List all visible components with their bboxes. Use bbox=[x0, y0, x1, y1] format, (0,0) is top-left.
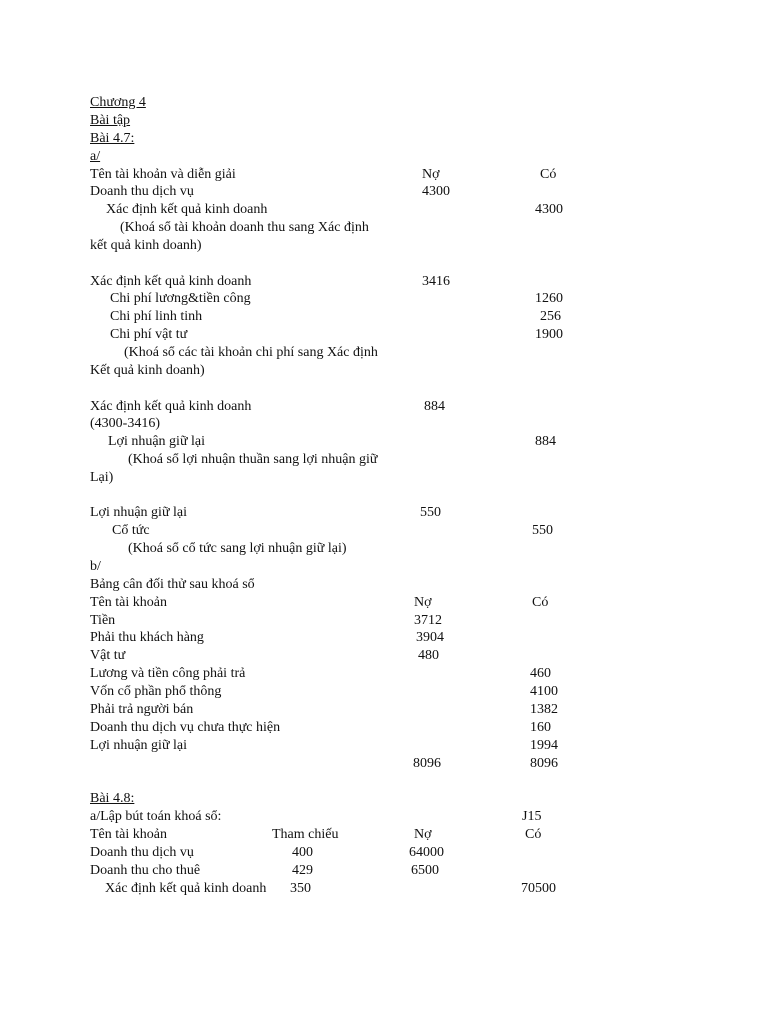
trial-balance-row-debit: 3712 bbox=[414, 613, 442, 628]
ex48-row-ref: 400 bbox=[292, 845, 313, 860]
trial-balance-row-account: Lợi nhuận giữ lại bbox=[90, 738, 188, 753]
trial-balance-row-credit: 460 bbox=[530, 666, 551, 681]
entry4-note: (Khoá sổ cổ tức sang lợi nhuận giữ lại) bbox=[128, 541, 347, 556]
ex48-row-credit: 70500 bbox=[521, 881, 556, 896]
trial-balance-row-account: Phải thu khách hàng bbox=[90, 630, 204, 645]
ex48-row-ref: 350 bbox=[290, 881, 311, 896]
ex48-row-account: Doanh thu cho thuê bbox=[90, 863, 201, 878]
entry3-note-line1: (Khoá sổ lợi nhuận thuần sang lợi nhuận giữ bbox=[128, 452, 378, 467]
ex48-row-debit: 64000 bbox=[409, 845, 444, 860]
trial-balance-row-account: Doanh thu dịch vụ chưa thực hiện bbox=[90, 720, 281, 735]
ex48-part-a-label: a/Lập bút toán khoá sổ: bbox=[90, 809, 222, 824]
entry1-credit-account: Xác định kết quả kinh doanh bbox=[106, 202, 268, 217]
trial-balance-row-credit: 1994 bbox=[530, 738, 558, 753]
trial-balance-col-account: Tên tài khoản bbox=[90, 595, 167, 610]
entry2-note-line1: (Khoá sổ các tài khoản chi phí sang Xác định bbox=[124, 345, 378, 360]
entry1-debit-account: Doanh thu dịch vụ bbox=[90, 184, 194, 199]
journal-col-debit: Nợ bbox=[422, 167, 440, 182]
trial-balance-total-debit: 8096 bbox=[413, 756, 441, 771]
trial-balance-row-credit: 4100 bbox=[530, 684, 558, 699]
entry3-note-line2: Lại) bbox=[90, 470, 114, 485]
entry2-credit1-amount: 1260 bbox=[535, 291, 563, 306]
trial-balance-title: Bảng cân đối thử sau khoá sổ bbox=[90, 577, 255, 592]
part-a-label: a/ bbox=[90, 149, 101, 164]
trial-balance-col-debit: Nợ bbox=[414, 595, 432, 610]
entry4-debit-account: Lợi nhuận giữ lại bbox=[90, 505, 188, 520]
part-b-label: b/ bbox=[90, 559, 101, 574]
journal-col-credit: Có bbox=[540, 167, 557, 182]
trial-balance-row-debit: 3904 bbox=[416, 630, 444, 645]
entry2-debit-amount: 3416 bbox=[422, 274, 450, 289]
entry3-credit-amount: 884 bbox=[535, 434, 556, 449]
exercise-4-7-heading: Bài 4.7: bbox=[90, 131, 135, 146]
entry2-note-line2: Kết quả kinh doanh) bbox=[90, 363, 205, 378]
entry1-debit-amount: 4300 bbox=[422, 184, 450, 199]
trial-balance-row-credit: 1382 bbox=[530, 702, 558, 717]
ex48-col-ref: Tham chiếu bbox=[272, 827, 339, 842]
ex48-row-ref: 429 bbox=[292, 863, 313, 878]
ex48-col-credit: Có bbox=[525, 827, 542, 842]
trial-balance-row-account: Vốn cổ phần phổ thông bbox=[90, 684, 222, 699]
ex48-col-debit: Nợ bbox=[414, 827, 432, 842]
entry2-credit1-account: Chi phí lương&tiền công bbox=[110, 291, 251, 306]
entry3-credit-account: Lợi nhuận giữ lại bbox=[108, 434, 206, 449]
trial-balance-row-account: Phải trả người bán bbox=[90, 702, 194, 717]
trial-balance-col-credit: Có bbox=[532, 595, 549, 610]
entry2-credit2-account: Chi phí linh tinh bbox=[110, 309, 203, 324]
trial-balance-row-account: Vật tư bbox=[90, 648, 126, 663]
journal-col-account: Tên tài khoản và diễn giải bbox=[90, 167, 236, 182]
entry2-credit2-amount: 256 bbox=[540, 309, 561, 324]
trial-balance-row-account: Lương và tiền công phải trả bbox=[90, 666, 246, 681]
entry1-note-line2: kết quả kinh doanh) bbox=[90, 238, 202, 253]
trial-balance-row-credit: 160 bbox=[530, 720, 551, 735]
trial-balance-row-account: Tiền bbox=[90, 613, 116, 628]
entry1-credit-amount: 4300 bbox=[535, 202, 563, 217]
entry3-debit-account: Xác định kết quả kinh doanh bbox=[90, 399, 252, 414]
chapter-heading: Chương 4 bbox=[90, 95, 146, 110]
ex48-row-debit: 6500 bbox=[411, 863, 439, 878]
ex48-col-account: Tên tài khoản bbox=[90, 827, 167, 842]
entry3-calculation: (4300-3416) bbox=[90, 416, 160, 431]
entry4-credit-amount: 550 bbox=[532, 523, 553, 538]
trial-balance-total-credit: 8096 bbox=[530, 756, 558, 771]
entry2-debit-account: Xác định kết quả kinh doanh bbox=[90, 274, 252, 289]
exercises-heading: Bài tập bbox=[90, 113, 131, 128]
ex48-row-account: Doanh thu dịch vụ bbox=[90, 845, 194, 860]
entry1-note-line1: (Khoá sổ tài khoản doanh thu sang Xác định bbox=[120, 220, 369, 235]
entry2-credit3-account: Chi phí vật tư bbox=[110, 327, 188, 342]
entry4-debit-amount: 550 bbox=[420, 505, 441, 520]
entry4-credit-account: Cổ tức bbox=[112, 523, 150, 538]
trial-balance-row-debit: 480 bbox=[418, 648, 439, 663]
entry2-credit3-amount: 1900 bbox=[535, 327, 563, 342]
exercise-4-8-heading: Bài 4.8: bbox=[90, 791, 135, 806]
ex48-journal-ref: J15 bbox=[522, 809, 542, 824]
entry3-debit-amount: 884 bbox=[424, 399, 445, 414]
ex48-row-account: Xác định kết quả kinh doanh bbox=[105, 881, 267, 896]
